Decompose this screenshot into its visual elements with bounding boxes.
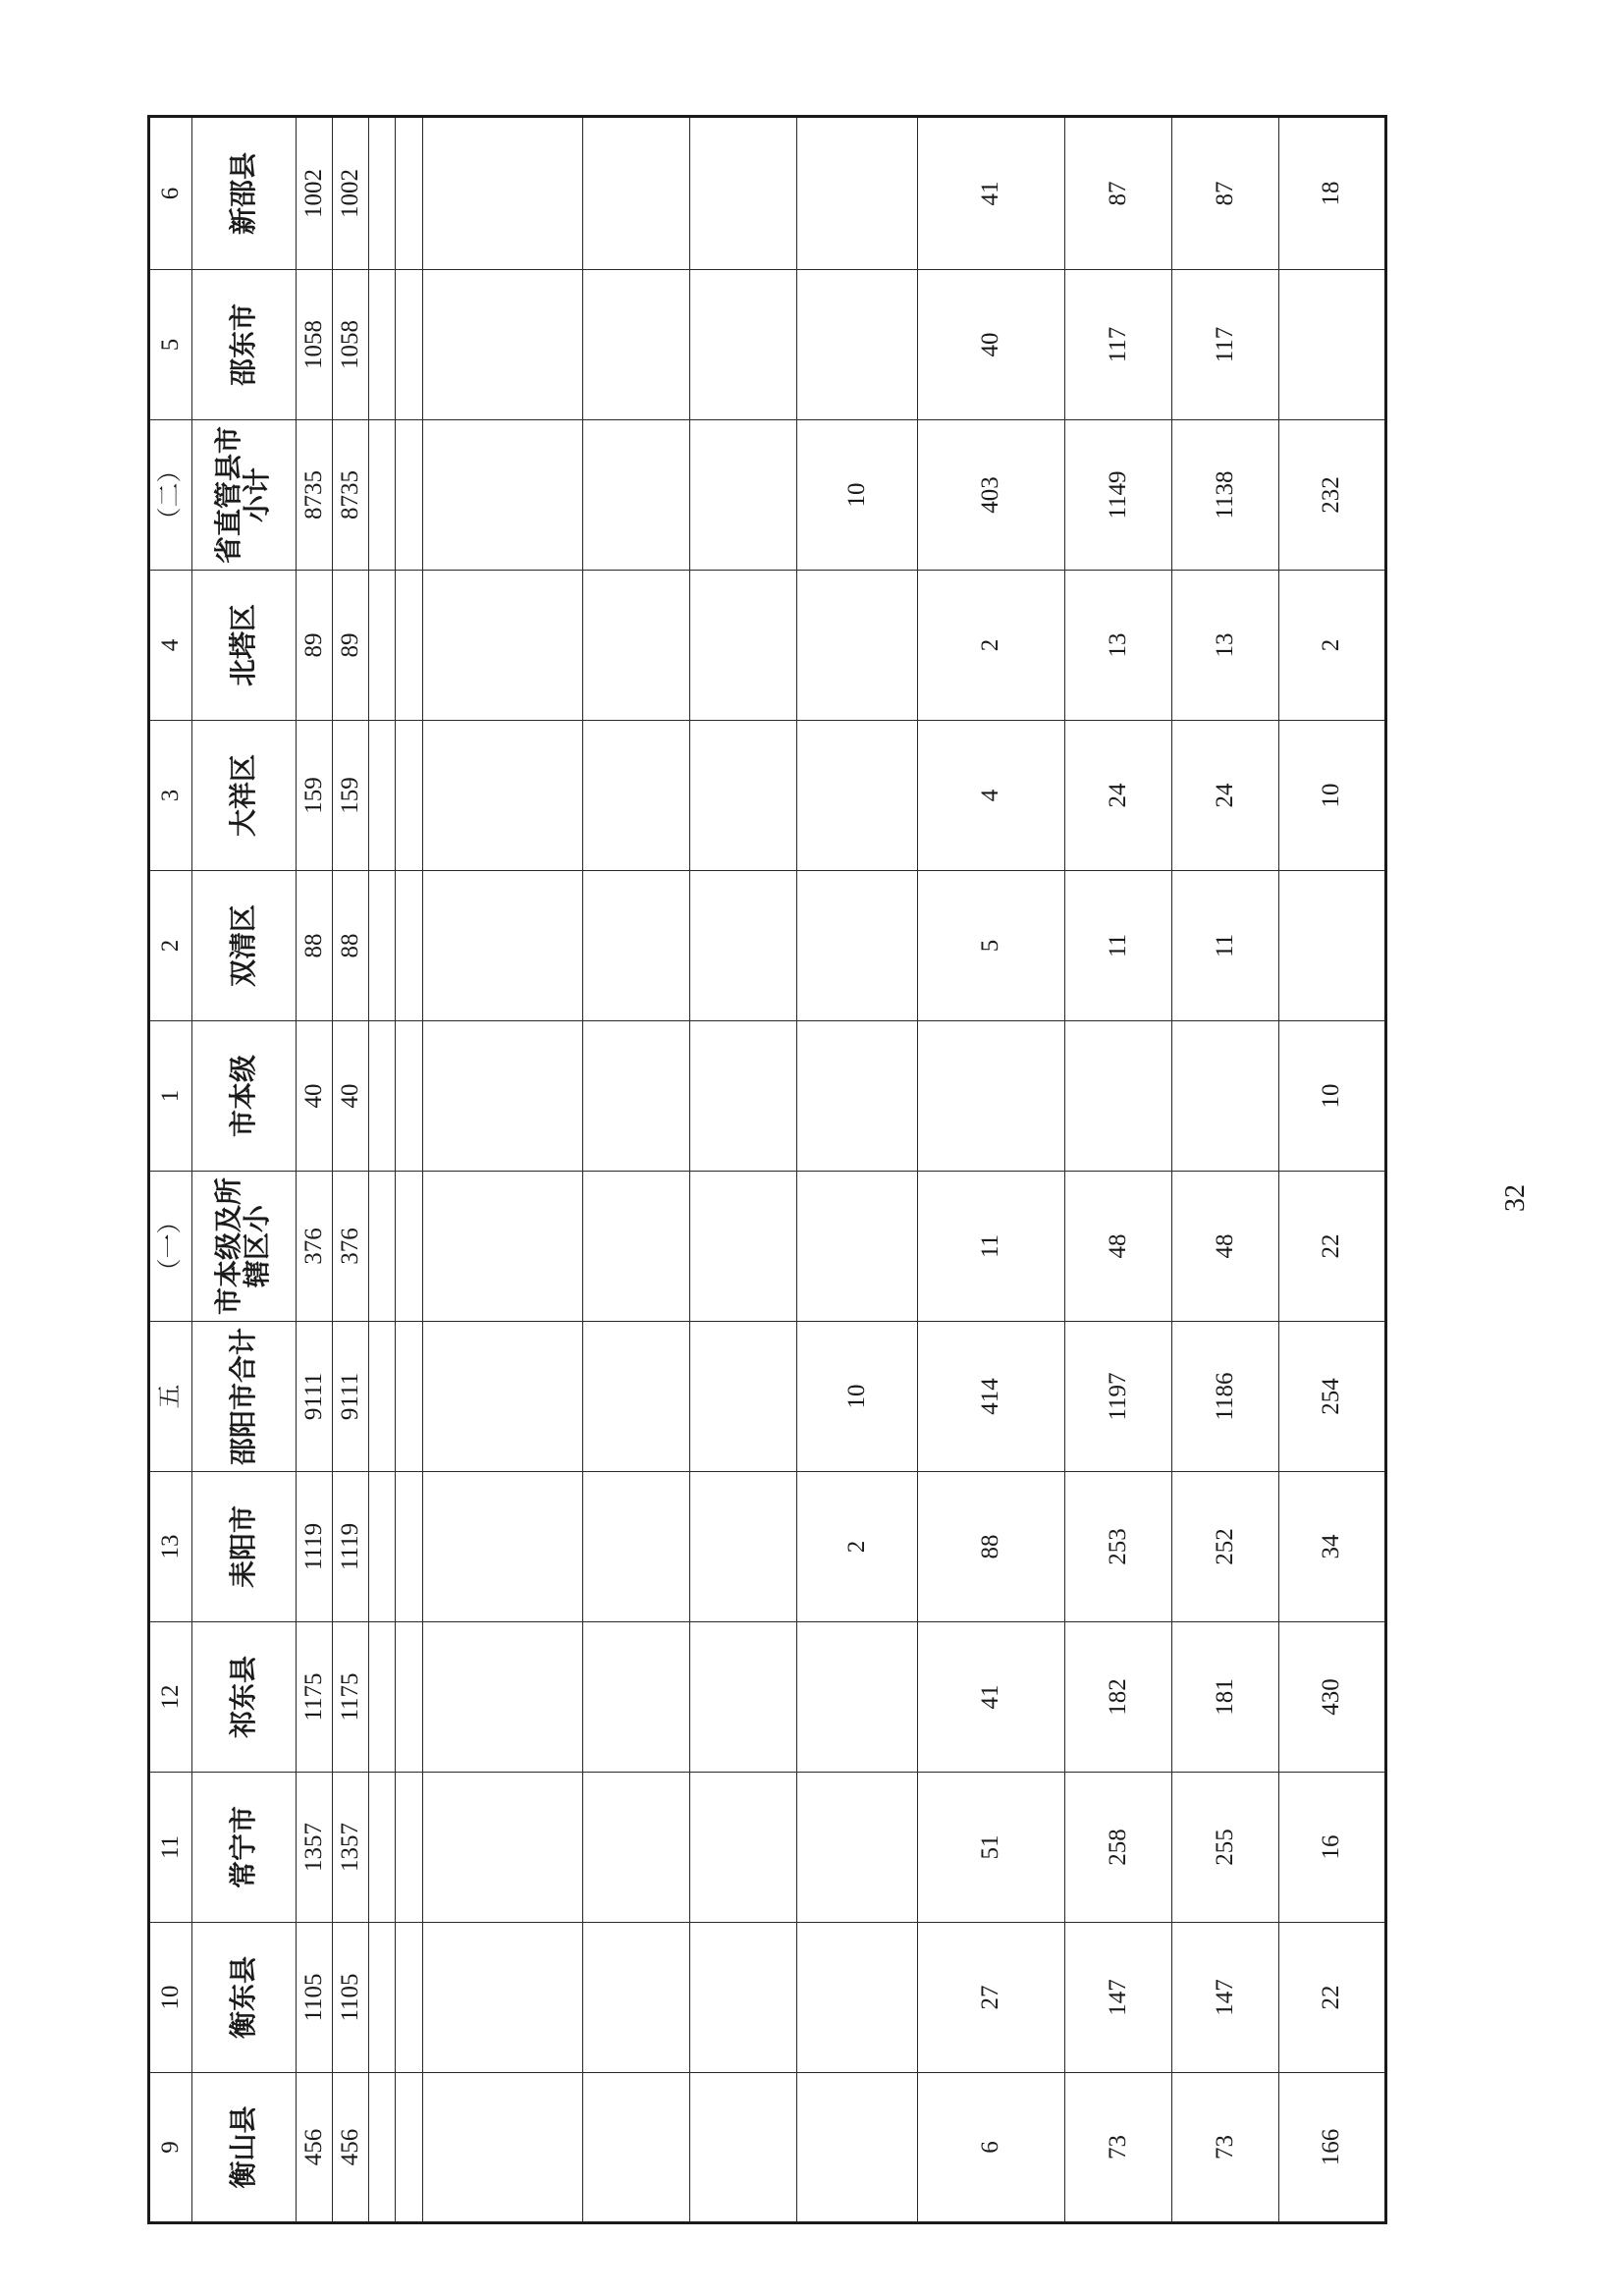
table-cell: 4 xyxy=(917,721,1064,871)
table-cell: 10 xyxy=(1278,721,1385,871)
column-number: （一） xyxy=(149,1172,192,1322)
table-cell xyxy=(369,1773,396,1923)
table-cell: 73 xyxy=(1064,2073,1171,2223)
table-cell xyxy=(369,1322,396,1472)
table-cell xyxy=(583,1773,690,1923)
table-cell: 414 xyxy=(917,1322,1064,1472)
table-row xyxy=(369,117,396,2223)
column-number: 2 xyxy=(149,871,192,1021)
table-cell: 376 xyxy=(296,1172,332,1322)
table-cell: 1138 xyxy=(1171,420,1278,571)
table-cell xyxy=(422,420,583,571)
table-cell xyxy=(396,721,422,871)
column-number: 5 xyxy=(149,270,192,420)
table-cell xyxy=(422,1172,583,1322)
table-cell: 1119 xyxy=(333,1472,369,1622)
table-row xyxy=(422,117,583,2223)
table-cell: 1175 xyxy=(296,1622,332,1773)
table-cell xyxy=(583,1021,690,1172)
table-cell xyxy=(422,1472,583,1622)
table-cell xyxy=(797,1773,918,1923)
column-name: 市本级及所辖区小 xyxy=(191,1172,296,1322)
column-name: 邵阳市合计 xyxy=(191,1322,296,1472)
column-number: 12 xyxy=(149,1622,192,1773)
table-cell: 2 xyxy=(797,1472,918,1622)
table-cell xyxy=(797,1172,918,1322)
header-name-row xyxy=(191,117,296,2223)
table-row xyxy=(396,117,422,2223)
table-cell: 13 xyxy=(1064,571,1171,721)
table-cell: 147 xyxy=(1064,1923,1171,2073)
table-cell xyxy=(690,1923,797,2073)
table-cell: 159 xyxy=(296,721,332,871)
column-number: 3 xyxy=(149,721,192,871)
table-cell xyxy=(690,1773,797,1923)
table-cell: 403 xyxy=(917,420,1064,571)
table-cell: 11 xyxy=(1064,871,1171,1021)
column-name: 邵东市 xyxy=(191,270,296,420)
table-cell xyxy=(422,1322,583,1472)
table-cell: 456 xyxy=(333,2073,369,2223)
column-number: 五 xyxy=(149,1322,192,1472)
table-cell: 27 xyxy=(917,1923,1064,2073)
table-cell xyxy=(583,270,690,420)
table-cell: 147 xyxy=(1171,1923,1278,2073)
table-cell xyxy=(369,571,396,721)
table-cell xyxy=(396,1172,422,1322)
table-cell: 6 xyxy=(917,2073,1064,2223)
table-cell xyxy=(396,270,422,420)
table-cell xyxy=(396,117,422,270)
table-cell xyxy=(369,420,396,571)
table-cell xyxy=(797,721,918,871)
table-cell xyxy=(369,270,396,420)
table-cell: 89 xyxy=(296,571,332,721)
table-cell xyxy=(396,1472,422,1622)
table-cell xyxy=(422,571,583,721)
table-cell: 232 xyxy=(1278,420,1385,571)
table-cell xyxy=(396,1923,422,2073)
table-cell xyxy=(690,270,797,420)
table-cell: 13 xyxy=(1171,571,1278,721)
table-row xyxy=(690,117,797,2223)
column-name: 市本级 xyxy=(191,1021,296,1172)
table-cell: 1002 xyxy=(333,117,369,270)
table-cell xyxy=(369,1622,396,1773)
table-cell xyxy=(422,1021,583,1172)
table-cell xyxy=(797,871,918,1021)
table-cell xyxy=(396,1773,422,1923)
table-row xyxy=(1064,117,1171,2223)
table-cell xyxy=(396,571,422,721)
table-cell: 40 xyxy=(917,270,1064,420)
table-cell: 48 xyxy=(1064,1172,1171,1322)
table-row xyxy=(296,117,332,2223)
table-cell xyxy=(690,1622,797,1773)
table-cell: 24 xyxy=(1064,721,1171,871)
column-name: 新邵县 xyxy=(191,117,296,270)
table-cell xyxy=(369,1172,396,1322)
table-cell: 1105 xyxy=(333,1923,369,2073)
column-number: 1 xyxy=(149,1021,192,1172)
column-name: 双清区 xyxy=(191,871,296,1021)
table-cell xyxy=(396,1021,422,1172)
rotated-table-stage xyxy=(147,118,1387,2224)
table-cell xyxy=(690,1021,797,1172)
table-cell: 9111 xyxy=(296,1322,332,1472)
table-cell: 87 xyxy=(1064,117,1171,270)
table-cell xyxy=(690,571,797,721)
column-number: （二） xyxy=(149,420,192,571)
table-cell xyxy=(690,871,797,1021)
table-cell: 1058 xyxy=(333,270,369,420)
table-cell: 88 xyxy=(296,871,332,1021)
table-cell xyxy=(1278,871,1385,1021)
table-cell: 1002 xyxy=(296,117,332,270)
table-cell xyxy=(396,420,422,571)
table-cell: 22 xyxy=(1278,1172,1385,1322)
table-cell: 166 xyxy=(1278,2073,1385,2223)
table-cell: 181 xyxy=(1171,1622,1278,1773)
table-cell: 73 xyxy=(1171,2073,1278,2223)
table-cell xyxy=(422,1622,583,1773)
table-cell xyxy=(422,1773,583,1923)
table-cell xyxy=(422,721,583,871)
table-row xyxy=(333,117,369,2223)
column-name: 衡山县 xyxy=(191,2073,296,2223)
table-cell: 1175 xyxy=(333,1622,369,1773)
table-cell xyxy=(797,571,918,721)
table-cell: 41 xyxy=(917,117,1064,270)
table-cell xyxy=(690,721,797,871)
table-row xyxy=(1171,117,1278,2223)
table-cell xyxy=(369,721,396,871)
column-name: 北塔区 xyxy=(191,571,296,721)
table-cell xyxy=(583,1322,690,1472)
table-cell xyxy=(690,1172,797,1322)
column-number: 4 xyxy=(149,571,192,721)
table-cell: 9111 xyxy=(333,1322,369,1472)
table-cell xyxy=(583,1472,690,1622)
table-cell xyxy=(422,117,583,270)
column-number: 13 xyxy=(149,1472,192,1622)
table-cell xyxy=(422,871,583,1021)
table-cell xyxy=(396,1322,422,1472)
table-cell xyxy=(583,871,690,1021)
table-cell: 117 xyxy=(1064,270,1171,420)
table-cell: 41 xyxy=(917,1622,1064,1773)
table-cell: 253 xyxy=(1064,1472,1171,1622)
table-cell: 1058 xyxy=(296,270,332,420)
table-cell: 159 xyxy=(333,721,369,871)
table-cell: 10 xyxy=(797,420,918,571)
table-cell: 5 xyxy=(917,871,1064,1021)
table-cell: 40 xyxy=(333,1021,369,1172)
table-cell xyxy=(422,270,583,420)
column-number: 11 xyxy=(149,1773,192,1923)
table-cell: 1186 xyxy=(1171,1322,1278,1472)
table-cell xyxy=(690,117,797,270)
table-cell: 11 xyxy=(917,1172,1064,1322)
column-name: 衡东县 xyxy=(191,1923,296,2073)
table-cell: 18 xyxy=(1278,117,1385,270)
table-cell xyxy=(583,571,690,721)
column-name: 省直管县市小计 xyxy=(191,420,296,571)
table-cell: 88 xyxy=(917,1472,1064,1622)
column-name: 耒阳市 xyxy=(191,1472,296,1622)
table-cell xyxy=(797,117,918,270)
table-cell: 456 xyxy=(296,2073,332,2223)
table-cell: 10 xyxy=(797,1322,918,1472)
table-cell xyxy=(369,1021,396,1172)
table-cell xyxy=(690,2073,797,2223)
table-cell: 8735 xyxy=(333,420,369,571)
table-cell xyxy=(583,2073,690,2223)
table-cell: 87 xyxy=(1171,117,1278,270)
table-cell xyxy=(422,2073,583,2223)
column-number: 9 xyxy=(149,2073,192,2223)
table-cell xyxy=(797,270,918,420)
table-cell xyxy=(369,871,396,1021)
table-cell xyxy=(797,1021,918,1172)
data-table xyxy=(147,115,1387,2224)
table-cell: 1357 xyxy=(296,1773,332,1923)
table-cell: 252 xyxy=(1171,1472,1278,1622)
table-cell xyxy=(369,1472,396,1622)
table-cell xyxy=(1171,1021,1278,1172)
table-cell: 254 xyxy=(1278,1322,1385,1472)
table-row xyxy=(1278,117,1385,2223)
table-cell: 117 xyxy=(1171,270,1278,420)
table-cell xyxy=(369,1923,396,2073)
table-cell xyxy=(369,2073,396,2223)
table-cell: 430 xyxy=(1278,1622,1385,1773)
table-row xyxy=(917,117,1064,2223)
table-cell: 1149 xyxy=(1064,420,1171,571)
table-cell xyxy=(797,1622,918,1773)
table-cell: 258 xyxy=(1064,1773,1171,1923)
table-cell xyxy=(396,2073,422,2223)
table-cell xyxy=(583,1172,690,1322)
column-name: 常宁市 xyxy=(191,1773,296,1923)
table-cell xyxy=(797,2073,918,2223)
table-cell: 2 xyxy=(917,571,1064,721)
table-cell xyxy=(396,1622,422,1773)
table-cell xyxy=(583,420,690,571)
table-cell: 51 xyxy=(917,1773,1064,1923)
table-cell xyxy=(583,1923,690,2073)
column-name: 祁东县 xyxy=(191,1622,296,1773)
page-number: 32 xyxy=(1500,1184,1531,1212)
table-cell: 255 xyxy=(1171,1773,1278,1923)
table-cell: 89 xyxy=(333,571,369,721)
table-cell xyxy=(583,117,690,270)
table-cell: 11 xyxy=(1171,871,1278,1021)
table-cell xyxy=(583,1622,690,1773)
table-row xyxy=(583,117,690,2223)
table-cell xyxy=(690,420,797,571)
table-cell: 24 xyxy=(1171,721,1278,871)
table-cell: 376 xyxy=(333,1172,369,1322)
header-number-row xyxy=(149,117,192,2223)
table-cell xyxy=(396,871,422,1021)
table-cell: 34 xyxy=(1278,1472,1385,1622)
table-cell: 48 xyxy=(1171,1172,1278,1322)
column-name: 大祥区 xyxy=(191,721,296,871)
table-cell: 182 xyxy=(1064,1622,1171,1773)
table-cell: 88 xyxy=(333,871,369,1021)
table-cell: 1357 xyxy=(333,1773,369,1923)
table-cell xyxy=(583,721,690,871)
table-cell xyxy=(690,1322,797,1472)
table-cell xyxy=(1064,1021,1171,1172)
column-number: 10 xyxy=(149,1923,192,2073)
table-cell xyxy=(917,1021,1064,1172)
table-cell xyxy=(690,1472,797,1622)
table-cell xyxy=(797,1923,918,2073)
table-cell: 16 xyxy=(1278,1773,1385,1923)
table-cell: 1105 xyxy=(296,1923,332,2073)
table-cell: 1119 xyxy=(296,1472,332,1622)
table-cell: 10 xyxy=(1278,1021,1385,1172)
table-cell xyxy=(369,117,396,270)
table-cell: 40 xyxy=(296,1021,332,1172)
table-cell: 2 xyxy=(1278,571,1385,721)
table-row xyxy=(797,117,918,2223)
table-cell: 8735 xyxy=(296,420,332,571)
column-number: 6 xyxy=(149,117,192,270)
table-cell xyxy=(422,1923,583,2073)
table-cell: 22 xyxy=(1278,1923,1385,2073)
table-cell: 1197 xyxy=(1064,1322,1171,1472)
table-cell xyxy=(1278,270,1385,420)
